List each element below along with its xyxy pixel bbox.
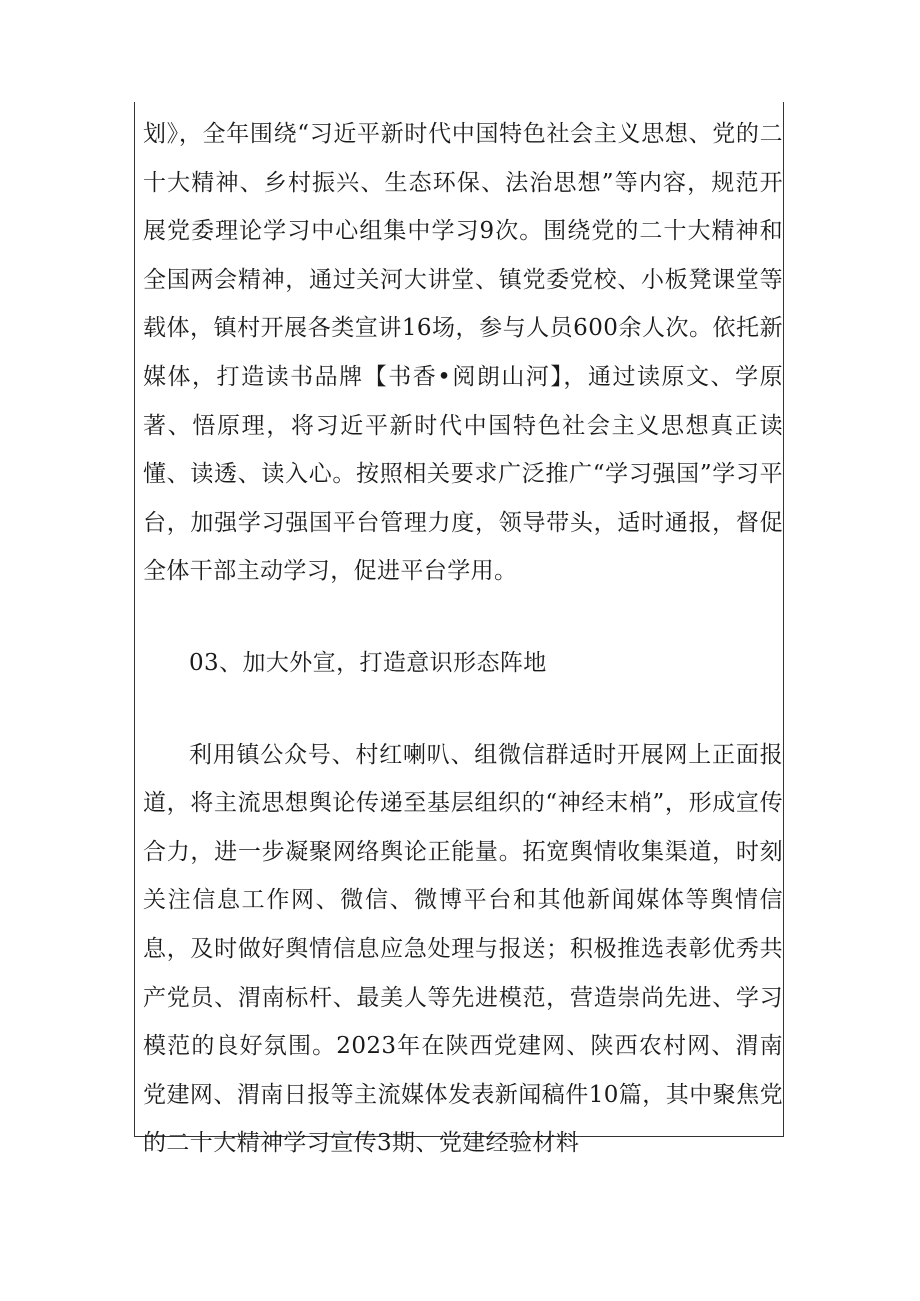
section-heading: 03、加大外宣，打造意识形态阵地 [189, 649, 547, 676]
cell-content [143, 110, 783, 1168]
paragraph-spacing [143, 688, 783, 731]
paragraph-spacing [143, 596, 783, 639]
paragraph-study-activities: 划》，全年围绕“习近平新时代中国特色社会主义思想、党的二十大精神、乡村振兴、生态环保、法治思想”等内容，规范开展党委理论学习中心组集中学习9次。围绕党的二十大精神和全国两会精神，通过关河大讲堂、镇党委党校、小板凳课堂等载体，镇村开展各类宣讲16场，参与人员600余人次。依托新媒体，打造读书品牌【书香•阅朗山河】，通过读原文、学原著、悟原理，将习近平新时代中国特色社会主义思想真正读懂、读透、读入心。按照相关要求广泛推广“学习强国”学习平台，加强学习强国平台管理力度，领导带头，适时通报，督促全体干部主动学习，促进平台学用。 [143, 121, 783, 585]
paragraph-publicity: 利用镇公众号、村红喇叭、组微信群适时开展网上正面报道，将主流思想舆论传递至基层组织的“神经末梢”，形成宣传合力，进一步凝聚网络舆论正能量。拓宽舆情收集渠道，时刻关注信息工作网、微信、微博平台和其他新闻媒体等舆情信息，及时做好舆情信息应急处理与报送；积极推选表彰优秀共产党员、渭南标杆、最美人等先进模范，营造崇尚先进、学习模范的良好氛围。2023年在陕西党建网、陕西农村网、渭南党建网、渭南日报等主流媒体发表新闻稿件10篇，其中聚焦党的二十大精神学习宣传3期、党建经验材料 [143, 741, 783, 1157]
table-cell-frame [134, 102, 784, 1157]
